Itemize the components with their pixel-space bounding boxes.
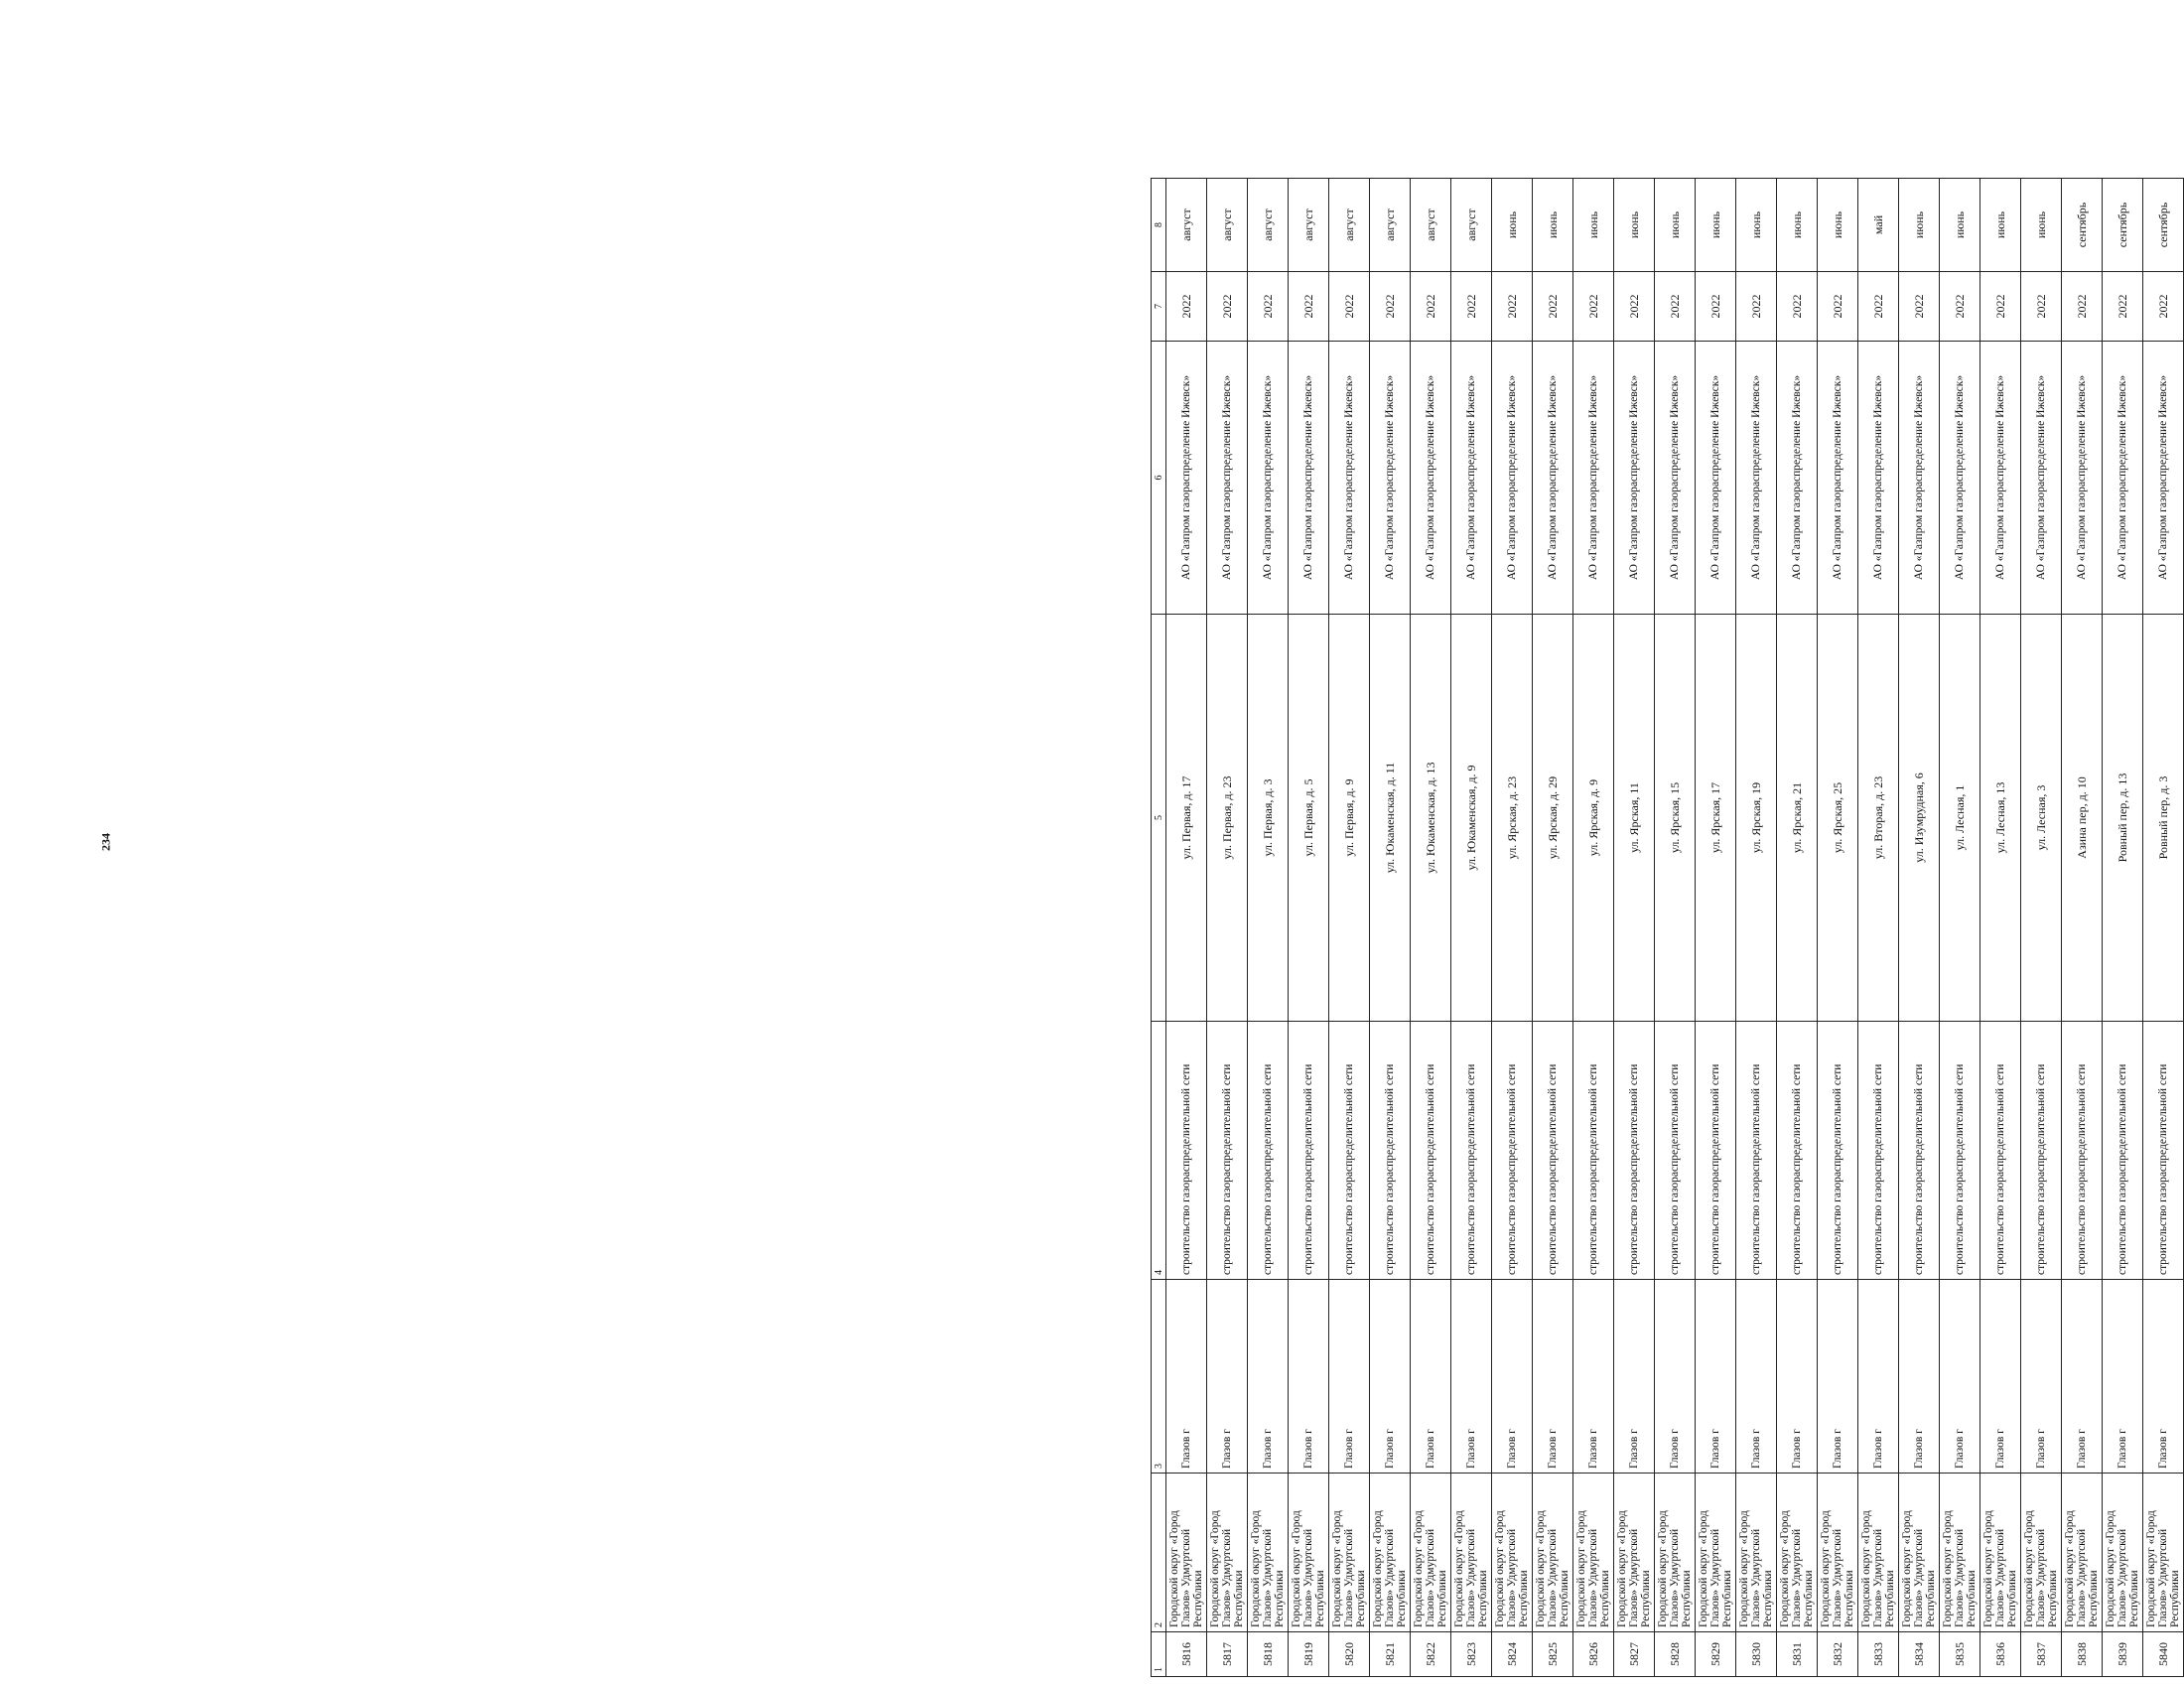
- month-cell: сентябрь: [2143, 179, 2184, 272]
- month-cell: июнь: [1736, 179, 1777, 272]
- table-row: [1940, 179, 1980, 1677]
- year-cell: 2022: [1736, 272, 1777, 342]
- year-cell: 2022: [1655, 272, 1696, 342]
- table-container: [1151, 179, 2181, 1677]
- month-cell: июнь: [1777, 179, 1818, 272]
- address-cell: ул. Ярская, 25: [1818, 615, 1858, 1022]
- settlement-cell: Глазов г: [1533, 1280, 1573, 1474]
- settlement-cell: Глазов г: [1451, 1280, 1492, 1474]
- row-number-cell: 5828: [1655, 1632, 1696, 1677]
- address-cell: Ровный пер, д. 13: [2103, 615, 2143, 1022]
- row-number-cell: 5829: [1696, 1632, 1736, 1677]
- header-cell: 1: [1152, 1632, 1166, 1677]
- settlement-cell: Глазов г: [1370, 1280, 1411, 1474]
- organization-cell: АО «Газпром газораспределение Ижевск»: [1289, 342, 1329, 615]
- table-row: [1899, 179, 1940, 1677]
- year-cell: 2022: [2021, 272, 2062, 342]
- organization-cell: АО «Газпром газораспределение Ижевск»: [1573, 342, 1614, 615]
- settlement-cell: Глазов г: [1980, 1280, 2021, 1474]
- organization-cell: АО «Газпром газораспределение Ижевск»: [1899, 342, 1940, 615]
- settlement-cell: Глазов г: [2103, 1280, 2143, 1474]
- header-cell: 6: [1152, 342, 1166, 615]
- organization-cell: АО «Газпром газораспределение Ижевск»: [1492, 342, 1533, 615]
- year-cell: 2022: [1614, 272, 1655, 342]
- year-cell: 2022: [1980, 272, 2021, 342]
- table-row: [2143, 179, 2184, 1677]
- municipality-cell: Городской округ «Город Глазов» Удмуртской Республики: [1940, 1474, 1980, 1632]
- organization-cell: АО «Газпром газораспределение Ижевск»: [2062, 342, 2103, 615]
- month-cell: июнь: [1492, 179, 1533, 272]
- address-cell: ул. Первая, д. 3: [1248, 615, 1289, 1022]
- month-cell: июнь: [1980, 179, 2021, 272]
- work-type-cell: строительство газораспределительной сети: [1248, 1022, 1289, 1280]
- table-row: [1370, 179, 1411, 1677]
- work-type-cell: строительство газораспределительной сети: [1533, 1022, 1573, 1280]
- row-number-cell: 5832: [1818, 1632, 1858, 1677]
- municipality-cell: Городской округ «Город Глазов» Удмуртской Республики: [2062, 1474, 2103, 1632]
- organization-cell: АО «Газпром газораспределение Ижевск»: [1777, 342, 1818, 615]
- table-row: [1980, 179, 2021, 1677]
- organization-cell: АО «Газпром газораспределение Ижевск»: [1166, 342, 1207, 615]
- year-cell: 2022: [1329, 272, 1370, 342]
- settlement-cell: Глазов г: [1777, 1280, 1818, 1474]
- work-type-cell: строительство газораспределительной сети: [1573, 1022, 1614, 1280]
- work-type-cell: строительство газораспределительной сети: [1980, 1022, 2021, 1280]
- table-row: [1207, 179, 1248, 1677]
- municipality-cell: Городской округ «Город Глазов» Удмуртской Республики: [2103, 1474, 2143, 1632]
- month-cell: август: [1248, 179, 1289, 272]
- month-cell: июнь: [1940, 179, 1980, 272]
- table-row: [1289, 179, 1329, 1677]
- organization-cell: АО «Газпром газораспределение Ижевск»: [1858, 342, 1899, 615]
- month-cell: июнь: [1533, 179, 1573, 272]
- work-type-cell: строительство газораспределительной сети: [1940, 1022, 1980, 1280]
- settlement-cell: Глазов г: [1329, 1280, 1370, 1474]
- row-number-cell: 5835: [1940, 1632, 1980, 1677]
- address-cell: ул. Ярская, 19: [1736, 615, 1777, 1022]
- organization-cell: АО «Газпром газораспределение Ижевск»: [1818, 342, 1858, 615]
- row-number-cell: 5816: [1166, 1632, 1207, 1677]
- row-number-cell: 5825: [1533, 1632, 1573, 1677]
- year-cell: 2022: [1940, 272, 1980, 342]
- row-number-cell: 5830: [1736, 1632, 1777, 1677]
- settlement-cell: Глазов г: [1696, 1280, 1736, 1474]
- month-cell: май: [1858, 179, 1899, 272]
- settlement-cell: Глазов г: [1573, 1280, 1614, 1474]
- table-row: [1777, 179, 1818, 1677]
- header-row: [1152, 179, 1166, 1677]
- municipality-cell: Городской округ «Город Глазов» Удмуртской Республики: [1980, 1474, 2021, 1632]
- settlement-cell: Глазов г: [1736, 1280, 1777, 1474]
- organization-cell: АО «Газпром газораспределение Ижевск»: [2103, 342, 2143, 615]
- month-cell: август: [1289, 179, 1329, 272]
- work-type-cell: строительство газораспределительной сети: [2062, 1022, 2103, 1280]
- row-number-cell: 5831: [1777, 1632, 1818, 1677]
- row-number-cell: 5833: [1858, 1632, 1899, 1677]
- year-cell: 2022: [2062, 272, 2103, 342]
- organization-cell: АО «Газпром газораспределение Ижевск»: [1329, 342, 1370, 615]
- address-cell: ул. Юкаменская, д. 11: [1370, 615, 1411, 1022]
- row-number-cell: 5817: [1207, 1632, 1248, 1677]
- work-type-cell: строительство газораспределительной сети: [1777, 1022, 1818, 1280]
- address-cell: ул. Первая, д. 23: [1207, 615, 1248, 1022]
- work-type-cell: строительство газораспределительной сети: [1655, 1022, 1696, 1280]
- month-cell: август: [1166, 179, 1207, 272]
- row-number-cell: 5822: [1411, 1632, 1451, 1677]
- work-type-cell: строительство газораспределительной сети: [1289, 1022, 1329, 1280]
- header-cell: 4: [1152, 1022, 1166, 1280]
- year-cell: 2022: [1696, 272, 1736, 342]
- year-cell: 2022: [1289, 272, 1329, 342]
- row-number-cell: 5818: [1248, 1632, 1289, 1677]
- table-row: [1533, 179, 1573, 1677]
- municipality-cell: Городской округ «Город Глазов» Удмуртской Республики: [1329, 1474, 1370, 1632]
- municipality-cell: Городской округ «Город Глазов» Удмуртской Республики: [1248, 1474, 1289, 1632]
- organization-cell: АО «Газпром газораспределение Ижевск»: [1980, 342, 2021, 615]
- table-row: [1696, 179, 1736, 1677]
- municipality-cell: Городской округ «Город Глазов» Удмуртской Республики: [1451, 1474, 1492, 1632]
- municipality-cell: Городской округ «Город Глазов» Удмуртской Республики: [1655, 1474, 1696, 1632]
- work-type-cell: строительство газораспределительной сети: [2021, 1022, 2062, 1280]
- organization-cell: АО «Газпром газораспределение Ижевск»: [1451, 342, 1492, 615]
- month-cell: август: [1370, 179, 1411, 272]
- table-row: [1573, 179, 1614, 1677]
- row-number-cell: 5836: [1980, 1632, 2021, 1677]
- address-cell: Ровный пер, д. 3: [2143, 615, 2184, 1022]
- address-cell: ул. Ярская, 21: [1777, 615, 1818, 1022]
- organization-cell: АО «Газпром газораспределение Ижевск»: [1370, 342, 1411, 615]
- header-cell: 3: [1152, 1280, 1166, 1474]
- row-number-cell: 5820: [1329, 1632, 1370, 1677]
- month-cell: август: [1207, 179, 1248, 272]
- address-cell: ул. Вторая, д. 23: [1858, 615, 1899, 1022]
- work-type-cell: строительство газораспределительной сети: [1207, 1022, 1248, 1280]
- work-type-cell: строительство газораспределительной сети: [1451, 1022, 1492, 1280]
- municipality-cell: Городской округ «Город Глазов» Удмуртской Республики: [2143, 1474, 2184, 1632]
- settlement-cell: Глазов г: [2143, 1280, 2184, 1474]
- municipality-cell: Городской округ «Город Глазов» Удмуртской Республики: [1858, 1474, 1899, 1632]
- settlement-cell: Глазов г: [1248, 1280, 1289, 1474]
- address-cell: ул. Юкаменская, д. 9: [1451, 615, 1492, 1022]
- gasification-table: [1151, 178, 2184, 1677]
- work-type-cell: строительство газораспределительной сети: [1370, 1022, 1411, 1280]
- address-cell: ул. Лесная, 13: [1980, 615, 2021, 1022]
- year-cell: 2022: [1207, 272, 1248, 342]
- row-number-cell: 5823: [1451, 1632, 1492, 1677]
- row-number-cell: 5819: [1289, 1632, 1329, 1677]
- work-type-cell: строительство газораспределительной сети: [1696, 1022, 1736, 1280]
- row-number-cell: 5837: [2021, 1632, 2062, 1677]
- year-cell: 2022: [1899, 272, 1940, 342]
- month-cell: сентябрь: [2062, 179, 2103, 272]
- organization-cell: АО «Газпром газораспределение Ижевск»: [1614, 342, 1655, 615]
- table-row: [1655, 179, 1696, 1677]
- address-cell: ул. Изумрудная, 6: [1899, 615, 1940, 1022]
- settlement-cell: Глазов г: [2062, 1280, 2103, 1474]
- settlement-cell: Глазов г: [1411, 1280, 1451, 1474]
- table-row: [2062, 179, 2103, 1677]
- month-cell: июнь: [1573, 179, 1614, 272]
- row-number-cell: 5821: [1370, 1632, 1411, 1677]
- municipality-cell: Городской округ «Город Глазов» Удмуртской Республики: [1533, 1474, 1573, 1632]
- settlement-cell: Глазов г: [1940, 1280, 1980, 1474]
- header-cell: 8: [1152, 179, 1166, 272]
- settlement-cell: Глазов г: [1166, 1280, 1207, 1474]
- table-row: [1451, 179, 1492, 1677]
- municipality-cell: Городской округ «Город Глазов» Удмуртской Республики: [1573, 1474, 1614, 1632]
- month-cell: июнь: [1818, 179, 1858, 272]
- work-type-cell: строительство газораспределительной сети: [1818, 1022, 1858, 1280]
- municipality-cell: Городской округ «Город Глазов» Удмуртской Республики: [1736, 1474, 1777, 1632]
- month-cell: август: [1451, 179, 1492, 272]
- table-row: [1329, 179, 1370, 1677]
- address-cell: ул. Ярская, 17: [1696, 615, 1736, 1022]
- organization-cell: АО «Газпром газораспределение Ижевск»: [2143, 342, 2184, 615]
- municipality-cell: Городской округ «Город Глазов» Удмуртской Республики: [1370, 1474, 1411, 1632]
- year-cell: 2022: [1777, 272, 1818, 342]
- month-cell: июнь: [2021, 179, 2062, 272]
- work-type-cell: строительство газораспределительной сети: [1411, 1022, 1451, 1280]
- address-cell: ул. Первая, д. 5: [1289, 615, 1329, 1022]
- table-row: [2021, 179, 2062, 1677]
- settlement-cell: Глазов г: [1289, 1280, 1329, 1474]
- row-number-cell: 5840: [2143, 1632, 2184, 1677]
- year-cell: 2022: [1411, 272, 1451, 342]
- address-cell: ул. Первая, д. 17: [1166, 615, 1207, 1022]
- organization-cell: АО «Газпром газораспределение Ижевск»: [1696, 342, 1736, 615]
- table-row: [1492, 179, 1533, 1677]
- header-cell: 2: [1152, 1474, 1166, 1632]
- row-number-cell: 5827: [1614, 1632, 1655, 1677]
- municipality-cell: Городской округ «Город Глазов» Удмуртской Республики: [1899, 1474, 1940, 1632]
- address-cell: ул. Первая, д. 9: [1329, 615, 1370, 1022]
- row-number-cell: 5824: [1492, 1632, 1533, 1677]
- organization-cell: АО «Газпром газораспределение Ижевск»: [1655, 342, 1696, 615]
- row-number-cell: 5826: [1573, 1632, 1614, 1677]
- header-cell: 7: [1152, 272, 1166, 342]
- work-type-cell: строительство газораспределительной сети: [1736, 1022, 1777, 1280]
- settlement-cell: Глазов г: [1818, 1280, 1858, 1474]
- settlement-cell: Глазов г: [2021, 1280, 2062, 1474]
- municipality-cell: Городской округ «Город Глазов» Удмуртской Республики: [1289, 1474, 1329, 1632]
- organization-cell: АО «Газпром газораспределение Ижевск»: [1736, 342, 1777, 615]
- month-cell: август: [1329, 179, 1370, 272]
- year-cell: 2022: [1166, 272, 1207, 342]
- municipality-cell: Городской округ «Город Глазов» Удмуртской Республики: [1818, 1474, 1858, 1632]
- address-cell: ул. Лесная, 1: [1940, 615, 1980, 1022]
- table-row: [1248, 179, 1289, 1677]
- settlement-cell: Глазов г: [1858, 1280, 1899, 1474]
- municipality-cell: Городской округ «Город Глазов» Удмуртской Республики: [1207, 1474, 1248, 1632]
- work-type-cell: строительство газораспределительной сети: [2143, 1022, 2184, 1280]
- table-row: [2103, 179, 2143, 1677]
- year-cell: 2022: [2143, 272, 2184, 342]
- row-number-cell: 5834: [1899, 1632, 1940, 1677]
- month-cell: сентябрь: [2103, 179, 2143, 272]
- year-cell: 2022: [1533, 272, 1573, 342]
- organization-cell: АО «Газпром газораспределение Ижевск»: [1411, 342, 1451, 615]
- month-cell: июнь: [1614, 179, 1655, 272]
- work-type-cell: строительство газораспределительной сети: [1614, 1022, 1655, 1280]
- month-cell: июнь: [1655, 179, 1696, 272]
- month-cell: июнь: [1899, 179, 1940, 272]
- year-cell: 2022: [1370, 272, 1411, 342]
- municipality-cell: Городской округ «Город Глазов» Удмуртской Республики: [1166, 1474, 1207, 1632]
- organization-cell: АО «Газпром газораспределение Ижевск»: [1533, 342, 1573, 615]
- work-type-cell: строительство газораспределительной сети: [2103, 1022, 2143, 1280]
- header-cell: 5: [1152, 615, 1166, 1022]
- municipality-cell: Городской округ «Город Глазов» Удмуртской Республики: [1492, 1474, 1533, 1632]
- year-cell: 2022: [2103, 272, 2143, 342]
- settlement-cell: Глазов г: [1492, 1280, 1533, 1474]
- year-cell: 2022: [1248, 272, 1289, 342]
- table-row: [1858, 179, 1899, 1677]
- address-cell: ул. Ярская, 15: [1655, 615, 1696, 1022]
- municipality-cell: Городской округ «Город Глазов» Удмуртской Республики: [1614, 1474, 1655, 1632]
- year-cell: 2022: [1573, 272, 1614, 342]
- address-cell: Азина пер, д. 10: [2062, 615, 2103, 1022]
- year-cell: 2022: [1858, 272, 1899, 342]
- year-cell: 2022: [1451, 272, 1492, 342]
- address-cell: ул. Ярская, 11: [1614, 615, 1655, 1022]
- work-type-cell: строительство газораспределительной сети: [1166, 1022, 1207, 1280]
- address-cell: ул. Лесная, 3: [2021, 615, 2062, 1022]
- organization-cell: АО «Газпром газораспределение Ижевск»: [2021, 342, 2062, 615]
- municipality-cell: Городской округ «Город Глазов» Удмуртской Республики: [1411, 1474, 1451, 1632]
- table-row: [1736, 179, 1777, 1677]
- work-type-cell: строительство газораспределительной сети: [1492, 1022, 1533, 1280]
- year-cell: 2022: [1492, 272, 1533, 342]
- month-cell: август: [1411, 179, 1451, 272]
- year-cell: 2022: [1818, 272, 1858, 342]
- table-row: [1614, 179, 1655, 1677]
- work-type-cell: строительство газораспределительной сети: [1329, 1022, 1370, 1280]
- address-cell: ул. Ярская, д. 29: [1533, 615, 1573, 1022]
- row-number-cell: 5839: [2103, 1632, 2143, 1677]
- settlement-cell: Глазов г: [1614, 1280, 1655, 1474]
- municipality-cell: Городской округ «Город Глазов» Удмуртской Республики: [2021, 1474, 2062, 1632]
- page-number: 234: [98, 833, 113, 851]
- table-body: [1166, 179, 2184, 1677]
- municipality-cell: Городской округ «Город Глазов» Удмуртской Республики: [1777, 1474, 1818, 1632]
- organization-cell: АО «Газпром газораспределение Ижевск»: [1940, 342, 1980, 615]
- work-type-cell: строительство газораспределительной сети: [1858, 1022, 1899, 1280]
- row-number-cell: 5838: [2062, 1632, 2103, 1677]
- table-row: [1166, 179, 1207, 1677]
- address-cell: ул. Ярская, д. 9: [1573, 615, 1614, 1022]
- settlement-cell: Глазов г: [1899, 1280, 1940, 1474]
- table-row: [1411, 179, 1451, 1677]
- month-cell: июнь: [1696, 179, 1736, 272]
- municipality-cell: Городской округ «Город Глазов» Удмуртской Республики: [1696, 1474, 1736, 1632]
- settlement-cell: Глазов г: [1655, 1280, 1696, 1474]
- work-type-cell: строительство газораспределительной сети: [1899, 1022, 1940, 1280]
- table-row: [1818, 179, 1858, 1677]
- organization-cell: АО «Газпром газораспределение Ижевск»: [1248, 342, 1289, 615]
- settlement-cell: Глазов г: [1207, 1280, 1248, 1474]
- address-cell: ул. Ярская, д. 23: [1492, 615, 1533, 1022]
- organization-cell: АО «Газпром газораспределение Ижевск»: [1207, 342, 1248, 615]
- address-cell: ул. Юкаменская, д. 13: [1411, 615, 1451, 1022]
